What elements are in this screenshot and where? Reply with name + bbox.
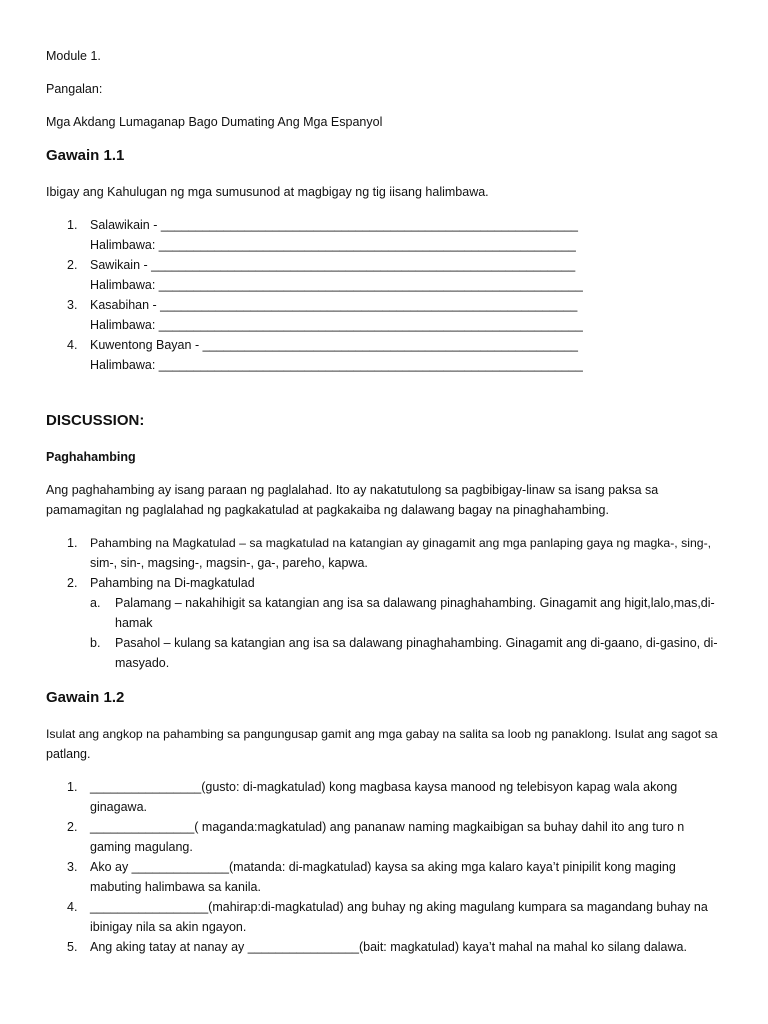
module-label: Module 1.	[46, 49, 101, 63]
term-sawikain: Sawikain - _____________________________________________________________	[90, 258, 576, 272]
example-line: Halimbawa: _____________________________________________________________	[90, 318, 583, 332]
list-number: 2.	[67, 258, 78, 272]
list-number: 2.	[67, 820, 78, 834]
exercise-sentence-line-2: gaming magulang.	[90, 840, 193, 854]
discussion-heading: DISCUSSION:	[46, 412, 145, 429]
list-number: 1.	[67, 218, 78, 232]
magkatulad-definition-line-2: sim-, sin-, magsing-, magsin-, ga-, pareho, kapwa.	[90, 556, 368, 570]
gawain-1-1-heading: Gawain 1.1	[46, 147, 125, 164]
palamang-line-2: hamak	[115, 616, 153, 630]
list-number: 3.	[67, 298, 78, 312]
list-letter: a.	[90, 596, 101, 610]
gawain-1-1-instruction: Ibigay ang Kahulugan ng mga sumusunod at magbigay ng tig iisang halimbawa.	[46, 185, 489, 199]
list-number: 2.	[67, 576, 78, 590]
list-number: 4.	[67, 338, 78, 352]
exercise-sentence-line-2: mabuting halimbawa sa kanila.	[90, 880, 261, 894]
palamang-line-1: Palamang – nakahihigit sa katangian ang isa sa dalawang pinaghahambing. Ginagamit ang higit,lalo,mas,di-	[115, 596, 715, 610]
pasahol-line-1: Pasahol – kulang sa katangian ang isa sa dalawang pinaghahambing. Ginagamit ang di-gaano, di-gasino, di-	[115, 636, 718, 650]
exercise-sentence-line-1: _______________( maganda:magkatulad) ang pananaw naming magkaibigan sa buhay dahil ito ang turo n	[90, 820, 685, 834]
list-number: 4.	[67, 900, 78, 914]
term-kasabihan: Kasabihan - ____________________________________________________________	[90, 298, 578, 312]
topic-title: Mga Akdang Lumaganap Bago Dumating Ang Mga Espanyol	[46, 115, 383, 129]
exercise-sentence-line-1: Ang aking tatay at nanay ay ________________(bait: magkatulad) kaya’t mahal na mahal ko silang dalawa.	[90, 940, 687, 954]
discussion-paragraph-line-2: pamamagitan ng paglalahad ng pagkakatulad at pagkakaiba ng dalawang bagay na pinaghahambing.	[46, 503, 609, 517]
paghahambing-subheading: Paghahambing	[46, 450, 136, 464]
term-kuwentong-bayan: Kuwentong Bayan - ______________________________________________________	[90, 338, 578, 352]
di-magkatulad-heading: Pahambing na Di-magkatulad	[90, 576, 255, 590]
list-number: 1.	[67, 536, 78, 550]
example-line: Halimbawa: ____________________________________________________________	[90, 238, 576, 252]
example-line: Halimbawa: _____________________________________________________________	[90, 358, 583, 372]
list-number: 3.	[67, 860, 78, 874]
exercise-sentence-line-1: Ako ay ______________(matanda: di-magkatulad) kaysa sa aking mga kalaro kaya’t pinipilit kong maging	[90, 860, 676, 874]
example-line: Halimbawa: _____________________________________________________________	[90, 278, 583, 292]
name-label: Pangalan:	[46, 82, 103, 96]
exercise-sentence-line-1: _________________(mahirap:di-magkatulad) ang buhay ng aking magulang kumpara sa magandang buhay na	[90, 900, 708, 914]
magkatulad-definition-line-1: Pahambing na Magkatulad – sa magkatulad na katangian ay ginagamit ang mga panlaping gaya ng magka-, sing-,	[90, 536, 712, 550]
gawain-1-2-heading: Gawain 1.2	[46, 689, 125, 706]
gawain-1-2-instruction-line-1: Isulat ang angkop na pahambing sa pangungusap gamit ang mga gabay na salita sa loob ng panaklong. Isulat ang sagot sa	[46, 727, 718, 741]
exercise-sentence-line-2: ibinigay nila sa akin ngayon.	[90, 920, 247, 934]
list-number: 5.	[67, 940, 78, 954]
list-letter: b.	[90, 636, 101, 650]
gawain-1-2-instruction-line-2: patlang.	[46, 747, 91, 761]
exercise-sentence-line-2: ginagawa.	[90, 800, 147, 814]
pasahol-line-2: masyado.	[115, 656, 170, 670]
discussion-paragraph-line-1: Ang paghahambing ay isang paraan ng paglalahad. Ito ay nakatutulong sa pagbibigay-linaw sa isang paksa sa	[46, 483, 659, 497]
list-number: 1.	[67, 780, 78, 794]
exercise-sentence-line-1: ________________(gusto: di-magkatulad) kong magbasa kaysa manood ng telebisyon kapag wala akong	[90, 780, 678, 794]
term-salawikain: Salawikain - ____________________________________________________________	[90, 218, 578, 232]
